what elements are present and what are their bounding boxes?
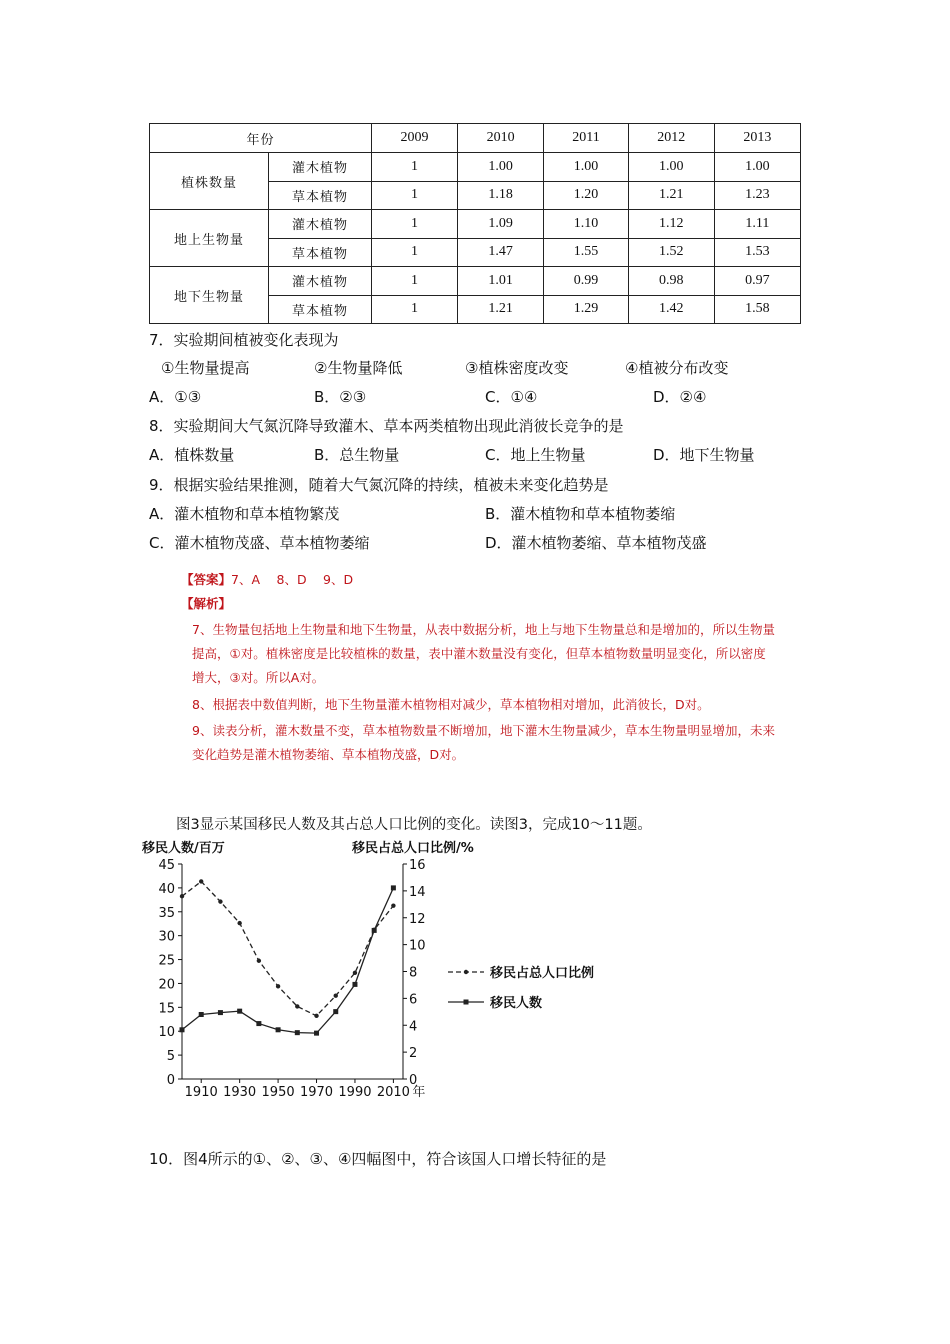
ratio-point	[199, 879, 203, 883]
ratio-point	[295, 1004, 299, 1008]
year-cell: 2011	[544, 124, 629, 153]
analysis-line-6: 变化趋势是灌木植物萎缩、草本植物茂盛，D对。	[192, 747, 465, 762]
right-tick-label: 0	[409, 1073, 418, 1088]
x-tick-label: 1970	[299, 1085, 334, 1100]
q9-option-c: C．灌木植物茂盛、草本植物萎缩	[149, 534, 370, 552]
ratio-point	[276, 984, 280, 988]
count-point	[333, 1009, 338, 1014]
analysis-line-3: 增大，③对。所以A对。	[192, 670, 325, 685]
plant-type: 草本植物	[269, 181, 372, 210]
q7-option-c: C．①④	[485, 388, 538, 406]
count-point	[180, 1027, 185, 1032]
left-tick-label: 45	[158, 858, 175, 873]
value-cell: 1.01	[458, 267, 544, 296]
right-tick-label: 14	[409, 884, 426, 900]
value-cell: 1	[372, 153, 458, 182]
ratio-point	[391, 903, 395, 907]
plant-type: 灌木植物	[269, 153, 372, 182]
analysis-line-2: 提高，①对。植株密度是比较植株的数量，表中灌木数量没有变化，但草本植物数量明显变化，所以密度	[192, 646, 766, 661]
right-tick-label: 8	[409, 965, 418, 981]
right-axis-title: 移民占总人口比例/%	[352, 841, 474, 856]
legend-ratio-label: 移民占总人口比例	[490, 966, 595, 981]
value-cell: 1.20	[544, 181, 629, 210]
value-cell: 1.29	[544, 295, 629, 324]
legend-count-label: 移民人数	[490, 996, 543, 1011]
table-row	[150, 267, 801, 296]
x-tick-label: 1930	[223, 1085, 257, 1100]
q7-item-2: ②生物量降低	[314, 359, 403, 377]
count-point	[276, 1027, 281, 1032]
year-cell: 2010	[458, 124, 544, 153]
value-cell: 1.53	[714, 238, 800, 267]
analysis-line-4: 8、根据表中数值判断，地下生物量灌木植物相对减少，草本植物相对增加，此消彼长，D对。	[192, 697, 710, 712]
q7-stem: 7．实验期间植被变化表现为	[149, 331, 339, 349]
q8-option-c: C．地上生物量	[485, 446, 586, 464]
value-cell: 0.99	[544, 267, 629, 296]
x-tick-label: 2010	[376, 1085, 410, 1100]
count-point	[352, 982, 357, 987]
left-tick-label: 40	[158, 881, 175, 897]
count-point	[391, 885, 396, 890]
group-label: 地下生物量	[150, 267, 269, 324]
analysis-label: 【解析】	[181, 596, 232, 611]
value-cell: 1.00	[628, 153, 714, 182]
q9-option-d: D．灌木植物萎缩、草本植物茂盛	[485, 534, 707, 552]
legend-ratio-marker	[464, 970, 468, 974]
x-tick-label: 1910	[184, 1085, 218, 1100]
right-tick-label: 6	[409, 992, 418, 1008]
x-tick-label: 1990	[338, 1085, 372, 1100]
left-tick-label: 15	[158, 1001, 175, 1017]
value-cell: 1.58	[714, 295, 800, 324]
ratio-point	[334, 993, 338, 997]
q7-option-b: B．②③	[314, 388, 367, 406]
value-cell: 1.10	[544, 210, 629, 239]
count-point	[295, 1030, 300, 1035]
ratio-point	[237, 921, 241, 925]
value-cell: 1.00	[458, 153, 544, 182]
value-cell: 1	[372, 267, 458, 296]
right-tick-label: 10	[409, 938, 426, 954]
q7-item-3: ③植株密度改变	[465, 359, 569, 377]
q9-stem: 9．根据实验结果推测，随着大气氮沉降的持续，植被未来变化趋势是	[149, 476, 609, 494]
value-cell: 1.21	[458, 295, 544, 324]
left-tick-label: 25	[158, 953, 175, 969]
year-cell: 2012	[628, 124, 714, 153]
plant-type: 灌木植物	[269, 210, 372, 239]
ratio-point	[180, 894, 184, 898]
right-tick-label: 4	[409, 1019, 418, 1035]
table-row	[150, 153, 801, 182]
value-cell: 1	[372, 210, 458, 239]
value-cell: 1.23	[714, 181, 800, 210]
value-cell: 1.00	[714, 153, 800, 182]
value-cell: 1.47	[458, 238, 544, 267]
value-cell: 1.52	[628, 238, 714, 267]
value-cell: 1.12	[628, 210, 714, 239]
value-cell: 1	[372, 295, 458, 324]
q8-option-d: D．地下生物量	[653, 446, 755, 464]
q8-option-a: A．植株数量	[149, 446, 235, 464]
series-line-count	[182, 888, 393, 1033]
left-tick-label: 5	[166, 1049, 175, 1065]
ratio-point	[218, 899, 222, 903]
value-cell: 1.18	[458, 181, 544, 210]
ratio-point	[257, 959, 261, 963]
data-table	[149, 123, 801, 324]
q8-stem: 8．实验期间大气氮沉降导致灌木、草本两类植物出现此消彼长竞争的是	[149, 417, 624, 435]
count-point	[256, 1021, 261, 1026]
value-cell: 1.55	[544, 238, 629, 267]
x-unit-label: 年	[412, 1085, 426, 1100]
figure-intro: 图3显示某国移民人数及其占总人口比例的变化。读图3，完成10～11题。	[176, 817, 652, 833]
analysis-line-1: 7、生物量包括地上生物量和地下生物量，从表中数据分析，地上与地下生物量总和是增加的，所以生物量	[192, 622, 775, 637]
q10-stem: 10．图4所示的①、②、③、④四幅图中，符合该国人口增长特征的是	[149, 1150, 607, 1168]
year-cell: 2009	[372, 124, 458, 153]
value-cell: 1.09	[458, 210, 544, 239]
count-point	[372, 928, 377, 933]
analysis-line-5: 9、读表分析，灌木数量不变，草本植物数量不断增加，地下灌木生物量减少，草本生物量明显增加，未来	[192, 723, 775, 738]
value-cell: 1.42	[628, 295, 714, 324]
right-tick-label: 2	[409, 1046, 418, 1062]
q8-option-b: B．总生物量	[314, 446, 400, 464]
value-cell: 0.98	[628, 267, 714, 296]
series-line-ratio	[182, 881, 393, 1015]
left-axis-title: 移民人数/百万	[142, 841, 225, 856]
left-tick-label: 10	[158, 1025, 175, 1041]
left-tick-label: 35	[158, 905, 175, 921]
q7-item-4: ④植被分布改变	[625, 359, 729, 377]
table-header-row	[150, 124, 801, 153]
q9-option-a: A．灌木植物和草本植物繁茂	[149, 505, 340, 523]
legend-count-marker	[464, 1000, 469, 1005]
q7-option-d: D．②④	[653, 388, 707, 406]
count-point	[218, 1010, 223, 1015]
value-cell: 1.11	[714, 210, 800, 239]
immigration-chart	[140, 836, 610, 1108]
right-tick-label: 12	[409, 911, 426, 927]
answer-value: 7、A 8、D 9、D	[231, 572, 354, 587]
left-tick-label: 0	[166, 1073, 175, 1088]
group-label: 植株数量	[150, 153, 269, 210]
q9-option-b: B．灌木植物和草本植物萎缩	[485, 505, 676, 523]
value-cell: 1	[372, 181, 458, 210]
value-cell: 0.97	[714, 267, 800, 296]
ratio-point	[353, 971, 357, 975]
left-tick-label: 20	[158, 977, 175, 993]
count-point	[199, 1012, 204, 1017]
year-header: 年份	[150, 124, 372, 153]
q7-option-a: A．①③	[149, 388, 202, 406]
left-tick-label: 30	[158, 929, 175, 945]
count-point	[237, 1009, 242, 1014]
plant-type: 灌木植物	[269, 267, 372, 296]
x-tick-label: 1950	[261, 1085, 295, 1100]
value-cell: 1.00	[544, 153, 629, 182]
plant-type: 草本植物	[269, 238, 372, 267]
table-row	[150, 210, 801, 239]
answer-label: 【答案】	[181, 572, 232, 587]
value-cell: 1	[372, 238, 458, 267]
group-label: 地上生物量	[150, 210, 269, 267]
right-tick-label: 16	[409, 858, 426, 873]
q7-item-1: ①生物量提高	[161, 359, 250, 377]
answer-line	[181, 570, 353, 588]
plant-type: 草本植物	[269, 295, 372, 324]
year-cell: 2013	[714, 124, 800, 153]
value-cell: 1.21	[628, 181, 714, 210]
ratio-point	[314, 1014, 318, 1018]
count-point	[314, 1031, 319, 1036]
